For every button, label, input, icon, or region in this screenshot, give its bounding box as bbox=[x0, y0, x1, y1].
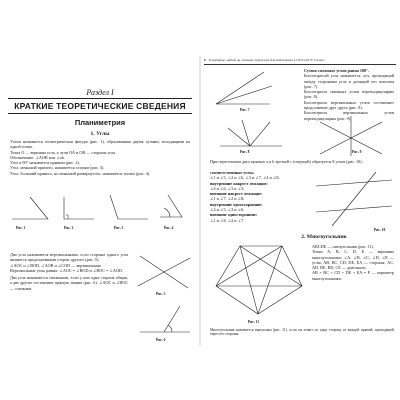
bisector-figures bbox=[212, 70, 392, 156]
list-label: внешние односторонние: bbox=[210, 212, 258, 218]
paragraph: ∠AOC и ∠BOD, ∠AOB и ∠COD — вертикальные. bbox=[10, 262, 103, 268]
list-item: ∠4 и ∠5, ∠3 и ∠6; bbox=[210, 207, 245, 213]
figure-caption: Рис. 6 bbox=[156, 338, 166, 342]
paragraph: Угол в 90° называется прямым (рис. 2). bbox=[10, 160, 80, 166]
list-label: внешние накрест лежащие: bbox=[210, 191, 263, 197]
running-header bbox=[204, 56, 396, 65]
text-block bbox=[10, 139, 190, 176]
paragraph: При пересечении двух прямых a и b третьей c (секущей) образуется 8 углов (рис. 10): bbox=[210, 159, 363, 164]
paragraph: Точка О — вершина угла, а лучи ОА и ОВ — стороны угла. bbox=[10, 149, 117, 155]
list-item: ∠1 и ∠7, ∠2 и ∠8; bbox=[210, 196, 245, 202]
angle-list bbox=[210, 170, 310, 223]
list-item: ∠1 и ∠5, ∠2 и ∠6, ∠3 и ∠7, ∠4 и ∠8; bbox=[210, 175, 280, 181]
paragraph: Сумма смежных углов равна 180°. bbox=[304, 68, 369, 73]
paragraph: Два угла называются смежными, если у них одна сторона общая, а две другие составляют прямую линию (рис. 6). ∠AOC и ∠BOC — смежные. bbox=[10, 275, 128, 291]
paragraph: AB + BC + CD + DE + EA = P — периметр многоугольника. bbox=[312, 270, 394, 281]
paragraph: Угол, меньший прямого, называется острым (рис. 3). bbox=[10, 165, 105, 171]
topic-heading: 1. Углы bbox=[90, 131, 110, 137]
paragraph: Биссектрисой угла называется луч, проходящий между сторонами угла и делящий его пополам (рис. 7). bbox=[304, 73, 394, 89]
paragraph: Многоугольник называется выпуклым (рис. 11), если он лежит по одну сторону от каждой прямой, проходящей через его стороны. bbox=[210, 328, 394, 337]
section-label: Раздел I bbox=[86, 88, 114, 97]
left-page bbox=[4, 56, 196, 346]
list-item: ∠1 и ∠8, ∠2 и ∠7. bbox=[210, 217, 245, 223]
figure-caption: Рис. 3 bbox=[114, 226, 124, 230]
text-block bbox=[210, 328, 394, 337]
paragraph: Биссектрисы вертикальных углов перпендикулярны (рис. 9). bbox=[304, 110, 394, 121]
figure-caption: Рис. 9 bbox=[352, 150, 362, 154]
book-gutter bbox=[199, 56, 201, 346]
page-number: 6 bbox=[204, 58, 206, 62]
paragraph: Биссектрисы вертикальных углов составляют продолжение друг друга (рис. 8). bbox=[304, 99, 394, 111]
figure-caption: Рис. 5 bbox=[156, 292, 166, 296]
paragraph: Два угла называются вертикальными, если стороны одного угла являются продолжениями сторон другого (рис. 5). bbox=[10, 252, 128, 263]
figure-caption: Рис. 7 bbox=[240, 108, 250, 112]
header-text: Геометрия: задачи на готовых чертежах для подготовки к ОГЭ и ЕГЭ. 9 класс bbox=[208, 58, 325, 62]
transversal-figure bbox=[314, 172, 394, 228]
vertical-adjacent-figures bbox=[134, 252, 194, 342]
topic-heading: 2. Многоугольник bbox=[301, 234, 347, 240]
paragraph: Вертикальные углы равны: ∠AOC = ∠BOD и ∠BOC = ∠AOD. bbox=[10, 267, 124, 273]
paragraph: Углом называется геометрическая фигура (рис. 1), образованная двумя лучами, исходящими из одной точки. bbox=[10, 139, 190, 150]
paragraph: Биссектрисы смежных углов перпендикулярны (рис. 8). bbox=[304, 89, 394, 100]
paragraph: ABCDE — пятиугольник (рис. 11). bbox=[312, 244, 375, 249]
angle-figures bbox=[10, 191, 190, 225]
list-item: ∠4 и ∠6, ∠3 и ∠5; bbox=[210, 185, 245, 191]
pentagon-figure bbox=[210, 242, 306, 318]
paragraph: Обозначение: ∠AOB или ∠ab. bbox=[10, 154, 65, 160]
figure-caption: Рис. 2 bbox=[64, 226, 74, 230]
right-page bbox=[204, 56, 396, 346]
list-label: внутренние односторонние: bbox=[210, 201, 263, 207]
page-title: КРАТКИЕ ТЕОРЕТИЧЕСКИЕ СВЕДЕНИЯ bbox=[8, 98, 192, 114]
figure-caption: Рис. 1 bbox=[16, 226, 26, 230]
list-label: внутренние накрест лежащие: bbox=[210, 180, 268, 186]
text-block bbox=[210, 159, 394, 164]
subtitle: Планиметрия bbox=[74, 118, 126, 127]
book-spread bbox=[4, 56, 396, 346]
figure-caption: Рис. 11 bbox=[248, 320, 260, 324]
figure-caption: Рис. 4 bbox=[164, 226, 174, 230]
paragraph: Точки A, B, C, D, E — вершины многоугольника; ∠A, ∠B, ∠C, ∠D, ∠E — углы; AB, BC, CD, DE, EA — стороны; AC, AD, BE, BD, CE — диагонали. bbox=[312, 249, 394, 271]
text-block bbox=[312, 244, 394, 281]
figure-caption: Рис. 8 bbox=[240, 150, 250, 154]
figure-caption: Рис. 10 bbox=[374, 228, 386, 232]
list-label: соответственные углы: bbox=[210, 170, 255, 175]
text-block bbox=[10, 252, 128, 291]
paragraph: Угол, больший прямого, но меньший развернутого, называется тупым (рис. 4). bbox=[10, 170, 151, 176]
